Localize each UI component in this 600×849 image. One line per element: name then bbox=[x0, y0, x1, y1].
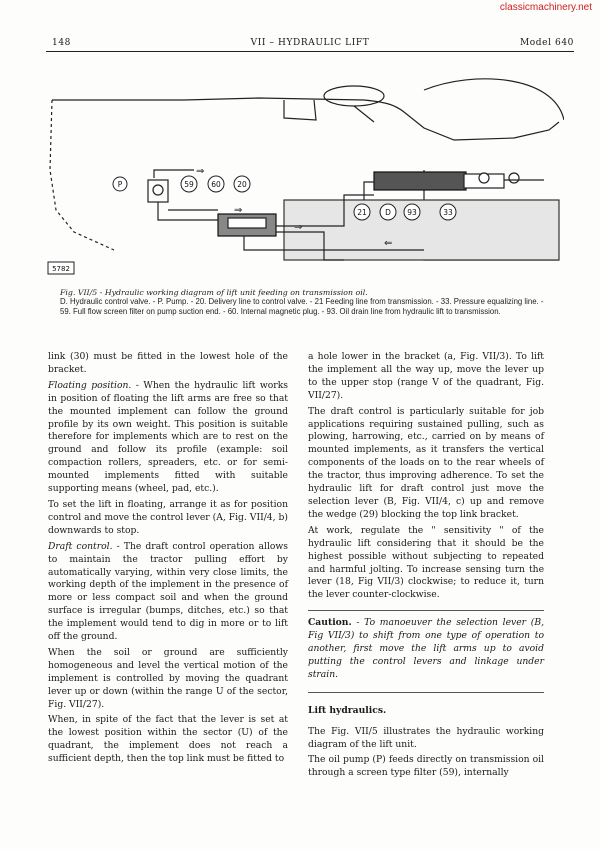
svg-text:⇒: ⇒ bbox=[294, 222, 303, 233]
paragraph: When the soil or ground are sufficiently homogeneous and level the vertical motion of the implement is controlled by moving the quadrant lever up or down (within the range U of the sector, Fig. VII/27). bbox=[48, 646, 288, 710]
lead-draft: Draft control. bbox=[48, 540, 113, 552]
paragraph: The Fig. VII/5 illustrates the hydraulic working diagram of the lift unit. bbox=[308, 725, 544, 750]
right-column bbox=[308, 351, 544, 783]
paragraph-draft bbox=[48, 541, 288, 644]
label-33: 33 bbox=[443, 208, 453, 217]
caption-title: Fig. VII/5 - Hydraulic working diagram of lift unit feeding on transmission oil. bbox=[60, 288, 368, 297]
model-label: Model 640 bbox=[519, 38, 574, 48]
left-column bbox=[48, 351, 288, 769]
label-93: 93 bbox=[407, 208, 417, 217]
label-pump: P bbox=[117, 180, 123, 189]
paragraph-floating bbox=[48, 380, 288, 496]
paragraph: link (30) must be fitted in the lowest hole of the bracket. bbox=[48, 351, 288, 375]
svg-text:⇐: ⇐ bbox=[384, 238, 393, 249]
caption-body: D. Hydraulic control valve. - P. Pump. - 20. Delivery line to control valve. - 21 Feeding line from transmission. - 33. Pressure equalizing line. - 59. Full flow screen filter on pump suction end. - 60. Internal magnetic plug. - 93. Oil drain line from hydraulic lift to transmission. bbox=[60, 297, 544, 316]
paragraph: When, in spite of the fact that the lever is set at the lowest position within the sector (U) of the quadrant, the implement does not reach a sufficient depth, then the top link must be fitted to bbox=[48, 714, 288, 765]
label-60: 60 bbox=[211, 180, 221, 189]
label-20: 20 bbox=[237, 180, 247, 189]
hydraulic-diagram bbox=[44, 60, 564, 282]
chapter-title: VII – HYDRAULIC LIFT bbox=[250, 38, 370, 48]
label-D: D bbox=[385, 208, 391, 217]
svg-text:⇒: ⇒ bbox=[234, 205, 243, 216]
caution-box bbox=[308, 610, 544, 693]
figure-caption bbox=[60, 288, 548, 316]
paragraph: a hole lower in the bracket (a, Fig. VII/3). To lift the implement all the way up, move the lever up to the upper stop (range V of the quadrant, Fig. VII/27). bbox=[308, 351, 544, 401]
lead-floating: Floating position. bbox=[48, 379, 132, 391]
caution-text: - To manoeuver the selection lever (B, Fig VII/3) to shift from one type of operation to another, first move the lift arms up to avoid putting the control levers and linkage under strain. bbox=[308, 617, 544, 680]
label-21: 21 bbox=[357, 208, 367, 217]
svg-text:⇒: ⇒ bbox=[196, 166, 205, 177]
brand-watermark: classicmachinery.net bbox=[499, 2, 592, 13]
paragraph: At work, regulate the " sensitivity " of the hydraulic lift considering that it should be the highest possible without subjecting to repeated and harmful jolting. To increase sensing turn the lever (18, Fig VII/3) clockwise; to reduce it, turn the lever counter-clockwise. bbox=[308, 524, 544, 601]
paragraph: The draft control is particularly suitable for job applications requiring sustained pulling, such as plowing, harrowing, etc., carried on by means of mounted implements, as it transfers the vertical components of the loads on to the rear wheels of the tractor, thus improving adherence. To set the hydraulic lift for draft control just move the selection lever (B, Fig. VII/4, c) up and remove the wedge (29) blocking the top link bracket. bbox=[308, 405, 544, 520]
paragraph: The oil pump (P) feeds directly on transmission oil through a screen type filter (59), internally bbox=[308, 754, 544, 779]
section-title: Lift hydraulics. bbox=[308, 704, 387, 716]
paragraph: To set the lift in floating, arrange it as for position control and move the control lever (A, Fig. VII/4, b) downwards to stop. bbox=[48, 498, 288, 536]
page-number: 148 bbox=[52, 38, 71, 48]
figure-ref-box: 5782 bbox=[52, 265, 70, 273]
label-59: 59 bbox=[184, 180, 194, 189]
header-rule bbox=[46, 51, 574, 52]
paragraph-text: - When the hydraulic lift works in position of floating the lift arms are free so that the mounted implement can follow the ground profile by its own weight. This position is suitable therefore for implements which are to rest on the ground and follow its profile (example: soil compaction rollers, spreaders, etc. or for semi-mounted implements fitted with suitable supporting means (wheel, pad, etc.). bbox=[48, 379, 288, 495]
caution-label: Caution. bbox=[308, 617, 352, 629]
paragraph-text: - The draft control operation allows to maintain the tractor pulling effort by automatically varying, within very close limits, the working depth of the implement in the presence of more or less compact soil and when the ground surface is irregular (bumps, ditches, etc.) so that the implement would tend to dig in more or to lift off the ground. bbox=[48, 540, 288, 643]
